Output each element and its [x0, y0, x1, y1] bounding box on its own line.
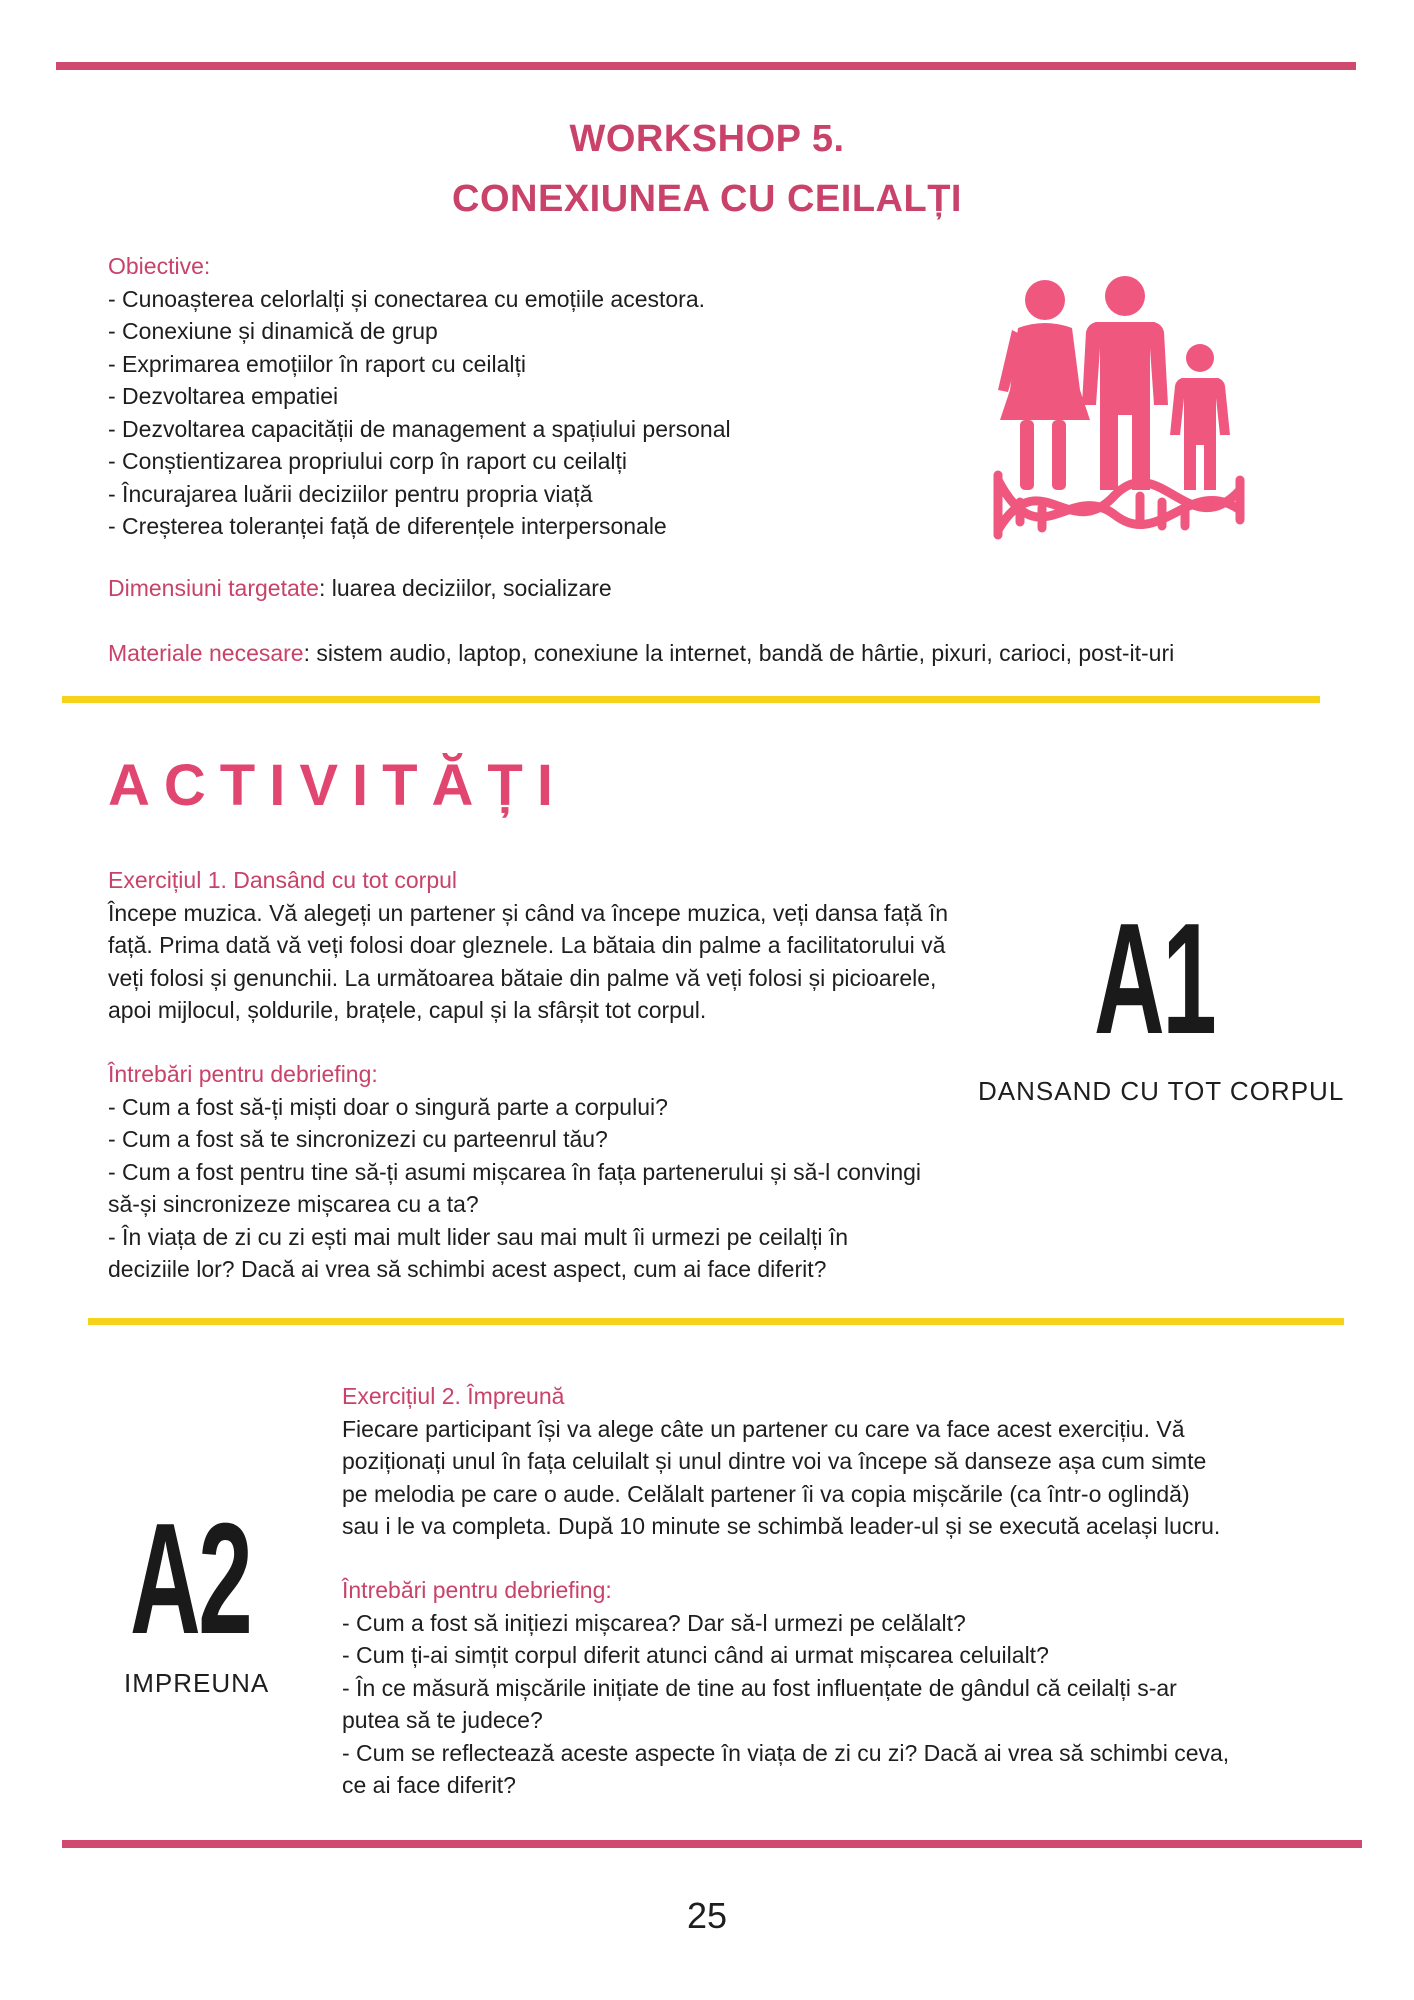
exercise1-body-line: apoi mijlocul, șoldurile, brațele, capul și la sfârșit tot corpul.	[108, 997, 707, 1023]
exercise2-debrief-line: ce ai face diferit?	[342, 1772, 516, 1798]
exercise2-debrief-label: Întrebări pentru debriefing:	[342, 1577, 612, 1603]
objective-item: - Dezvoltarea capacității de management a spațiului personal	[108, 415, 731, 442]
exercise1-body-line: față. Prima dată vă veți folosi doar gleznele. La bătaia din palme a facilitatorului vă	[108, 932, 946, 958]
exercise2-debrief-line: - Cum a fost să inițiezi mișcarea? Dar să-l urmezi pe celălalt?	[342, 1609, 966, 1636]
exercise2-caption: IMPREUNA	[124, 1668, 270, 1698]
exercise2-section	[342, 1380, 1220, 1543]
bottom-divider	[62, 1840, 1362, 1848]
workshop-subtitle: CONEXIUNEA CU CEILALȚI	[452, 178, 962, 220]
objective-item: - Dezvoltarea empatiei	[108, 383, 339, 409]
exercise2-debrief	[342, 1574, 1229, 1802]
objective-item: - Conexiune și dinamică de grup	[108, 318, 438, 344]
exercise1-code: A1	[1094, 891, 1215, 1067]
exercise1-debrief-line: - Cum a fost să te sincronizezi cu parteenrul tău?	[108, 1126, 608, 1152]
exercise1-debrief	[108, 1058, 921, 1286]
exercise2-body-line: pe melodia pe care o aude. Celălalt partener îi va copia mișcările (ca într-o oglindă)	[342, 1480, 1190, 1507]
materials-line	[108, 637, 1174, 670]
dimensions-label: Dimensiuni targetate	[108, 575, 319, 601]
exercise2-debrief-line: putea să te judece?	[342, 1707, 543, 1733]
dimensions-value: : luarea deciziilor, socializare	[318, 575, 612, 601]
exercise2-body-line: Fiecare participant își va alege câte un partener cu care va face acest exercițiu. Vă	[342, 1415, 1185, 1442]
objectives-section	[108, 250, 731, 543]
section-divider	[62, 696, 1320, 703]
exercise2-debrief-line: - În ce măsură mișcările inițiate de tine au fost influențate de gândul că ceilalți s-ar	[342, 1674, 1177, 1701]
exercise1-debrief-label: Întrebări pentru debriefing:	[108, 1061, 378, 1087]
objective-item: - Exprimarea emoțiilor în raport cu ceilalți	[108, 350, 526, 377]
exercise1-body-line: veți folosi și genunchii. La următoarea bătaie din palme vă veți folosi și picioarele,	[108, 964, 937, 991]
exercise2-body-line: poziționați unul în fața celuilalt și unul dintre voi va începe să danseze așa cum simte	[342, 1448, 1207, 1474]
objective-item: - Creșterea toleranței față de diferențele interpersonale	[108, 513, 667, 539]
activities-heading: ACTIVITĂȚI	[108, 753, 567, 818]
materials-value: : sistem audio, laptop, conexiune la internet, bandă de hârtie, pixuri, carioci, post-it-uri	[303, 640, 1175, 666]
exercise1-debrief-line: - Cum a fost pentru tine să-ți asumi mișcarea în fața partenerului și să-l convingi	[108, 1158, 922, 1185]
objectives-label: Obiective:	[108, 253, 211, 279]
exercise2-title: Exercițiul 2. Împreună	[342, 1383, 565, 1409]
exercise2-debrief-line: - Cum ți-ai simțit corpul diferit atunci când ai urmat mișcarea celuilalt?	[342, 1642, 1049, 1668]
exercise1-caption: DANSAND CU TOT CORPUL	[978, 1076, 1345, 1106]
exercise2-debrief-line: - Cum se reflectează aceste aspecte în viața de zi cu zi? Dacă ai vrea să schimbi ceva,	[342, 1739, 1230, 1766]
exercise2-code: A2	[130, 1491, 251, 1667]
section-divider	[88, 1318, 1344, 1325]
objective-item: - Conștientizarea propriului corp în raport cu ceilalți	[108, 448, 628, 474]
exercise1-debrief-line: - Cum a fost să-ți miști doar o singură parte a corpului?	[108, 1093, 668, 1120]
exercise1-title: Exercițiul 1. Dansând cu tot corpul	[108, 867, 458, 893]
dimensions-line	[108, 572, 612, 605]
exercise1-debrief-line: - În viața de zi cu zi ești mai mult lider sau mai mult îi urmezi pe ceilalți în	[108, 1223, 849, 1250]
exercise1-body-line: Începe muzica. Vă alegeți un partener și când va începe muzica, veți dansa față în	[108, 899, 948, 926]
exercise1-debrief-line: să-și sincronizeze mișcarea cu a ta?	[108, 1191, 479, 1217]
page-number: 25	[686, 1895, 728, 1936]
objective-item: - Cunoașterea celorlalți și conectarea cu emoțiile acestora.	[108, 285, 706, 312]
exercise1-section	[108, 864, 948, 1027]
workshop-title: WORKSHOP 5.	[569, 118, 845, 160]
objective-item: - Încurajarea luării deciziilor pentru propria viață	[108, 480, 593, 507]
materials-label: Materiale necesare	[108, 640, 304, 666]
exercise2-body-line: sau i le va completa. După 10 minute se schimbă leader-ul și se execută același lucru.	[342, 1513, 1221, 1539]
exercise1-debrief-line: deciziile lor? Dacă ai vrea să schimbi acest aspect, cum ai face diferit?	[108, 1256, 827, 1282]
top-divider	[56, 62, 1356, 70]
family-dna-icon	[990, 270, 1250, 540]
